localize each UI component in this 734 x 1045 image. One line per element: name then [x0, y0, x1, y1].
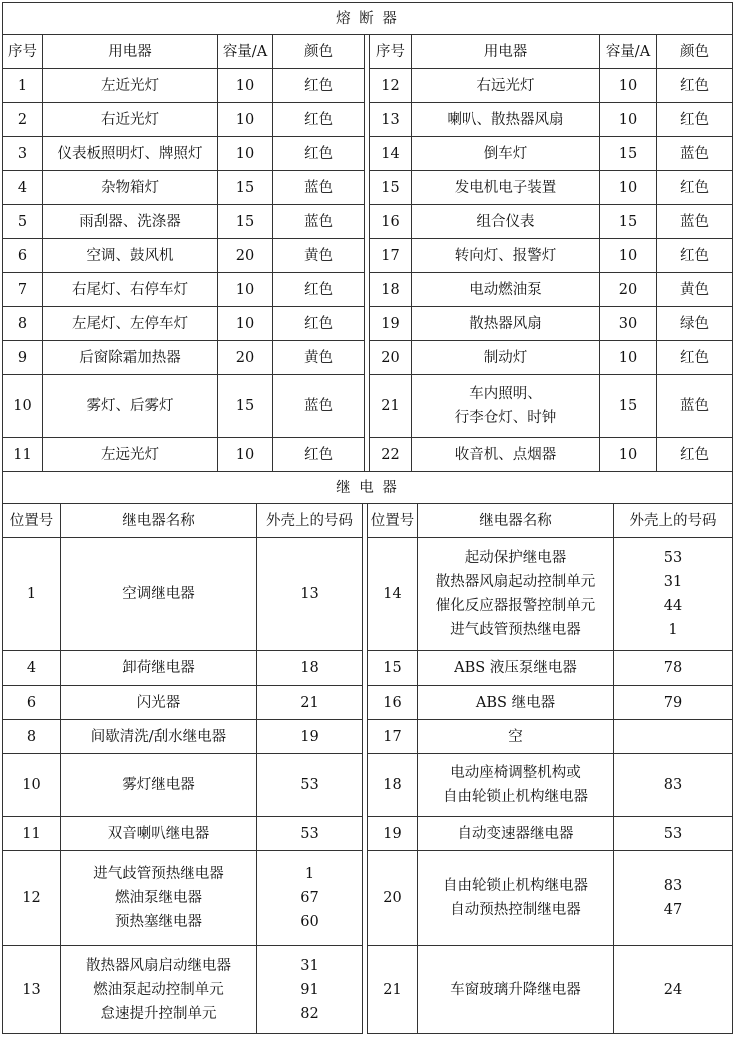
- relay-section: [3, 472, 733, 1034]
- fuse-capacity: 10: [600, 341, 657, 375]
- fuse-color: 蓝色: [273, 205, 365, 239]
- fuse-row: [3, 438, 733, 472]
- fuse-header-capacity: 容量/A: [600, 35, 657, 69]
- fuse-device: 右尾灯、右停车灯: [43, 273, 218, 307]
- relay-header-position: 位置号: [3, 504, 61, 538]
- fuse-device: 车内照明、 行李仓灯、时钟: [412, 375, 600, 438]
- relay-row: [3, 754, 733, 817]
- relay-position: 16: [368, 686, 418, 720]
- relay-row: [3, 817, 733, 851]
- relay-name: 起动保护继电器 散热器风扇起动控制单元 催化反应器报警控制单元 进气歧管预热继电器: [418, 538, 614, 651]
- fuse-no: 7: [3, 273, 43, 307]
- relay-header-code: 外壳上的号码: [257, 504, 363, 538]
- fuse-row: [3, 137, 733, 171]
- fuse-no: 20: [370, 341, 412, 375]
- fuse-header-device: 用电器: [43, 35, 218, 69]
- fuse-no: 4: [3, 171, 43, 205]
- fuse-color: 红色: [657, 171, 733, 205]
- relay-position: 8: [3, 720, 61, 754]
- fuse-no: 15: [370, 171, 412, 205]
- relay-code: 21: [257, 686, 363, 720]
- fuse-capacity: 15: [600, 137, 657, 171]
- relay-name: 车窗玻璃升降继电器: [418, 946, 614, 1034]
- relay-name: 空调继电器: [61, 538, 257, 651]
- fuse-color: 蓝色: [273, 171, 365, 205]
- fuse-no: 3: [3, 137, 43, 171]
- relay-position: 12: [3, 851, 61, 946]
- relay-code: 79: [614, 686, 733, 720]
- relay-position: 17: [368, 720, 418, 754]
- fuse-no: 21: [370, 375, 412, 438]
- relay-position: 13: [3, 946, 61, 1034]
- fuse-no: 8: [3, 307, 43, 341]
- fuse-no: 9: [3, 341, 43, 375]
- relay-name: 空: [418, 720, 614, 754]
- fuse-capacity: 15: [218, 171, 273, 205]
- relay-header-name: 继电器名称: [418, 504, 614, 538]
- relay-name: 进气歧管预热继电器 燃油泵继电器 预热塞继电器: [61, 851, 257, 946]
- fuse-no: 22: [370, 438, 412, 472]
- fuse-no: 2: [3, 103, 43, 137]
- fuse-no: 12: [370, 69, 412, 103]
- fuse-no: 17: [370, 239, 412, 273]
- relay-row: [3, 851, 733, 946]
- fuse-capacity: 10: [600, 69, 657, 103]
- fuse-capacity: 10: [600, 438, 657, 472]
- relay-code: 78: [614, 651, 733, 686]
- fuse-no: 16: [370, 205, 412, 239]
- relay-position: 6: [3, 686, 61, 720]
- relay-row: [3, 720, 733, 754]
- relay-code: 24: [614, 946, 733, 1034]
- fuse-color: 黄色: [273, 341, 365, 375]
- relay-position: 14: [368, 538, 418, 651]
- relay-code: 53: [257, 817, 363, 851]
- fuse-color: 蓝色: [657, 375, 733, 438]
- relay-code: 1 67 60: [257, 851, 363, 946]
- fuse-color: 红色: [273, 137, 365, 171]
- fuse-capacity: 15: [218, 205, 273, 239]
- relay-name: 电动座椅调整机构或 自由轮锁止机构继电器: [418, 754, 614, 817]
- fuse-capacity: 10: [218, 438, 273, 472]
- relay-position: 18: [368, 754, 418, 817]
- relay-title: 继 电 器: [3, 472, 733, 504]
- relay-header-position: 位置号: [368, 504, 418, 538]
- relay-row: [3, 686, 733, 720]
- relay-table: [2, 471, 733, 1034]
- relay-row: [3, 538, 733, 651]
- relay-name: 间歇清洗/刮水继电器: [61, 720, 257, 754]
- fuse-color: 红色: [273, 273, 365, 307]
- fuse-device: 转向灯、报警灯: [412, 239, 600, 273]
- relay-name: 自动变速器继电器: [418, 817, 614, 851]
- fuse-no: 18: [370, 273, 412, 307]
- fuse-color: 红色: [273, 438, 365, 472]
- fuse-row: [3, 273, 733, 307]
- fuse-color: 绿色: [657, 307, 733, 341]
- fuse-device: 左近光灯: [43, 69, 218, 103]
- fuse-device: 发电机电子装置: [412, 171, 600, 205]
- relay-name: 闪光器: [61, 686, 257, 720]
- relay-code: 83 47: [614, 851, 733, 946]
- fuse-device: 杂物箱灯: [43, 171, 218, 205]
- fuse-no: 14: [370, 137, 412, 171]
- fuse-relay-table: [2, 2, 733, 472]
- fuse-row: [3, 69, 733, 103]
- fuse-row: [3, 103, 733, 137]
- relay-name: 雾灯继电器: [61, 754, 257, 817]
- fuse-capacity: 10: [218, 103, 273, 137]
- fuse-color: 红色: [273, 307, 365, 341]
- relay-code: 53 31 44 1: [614, 538, 733, 651]
- relay-position: 1: [3, 538, 61, 651]
- fuse-device: 收音机、点烟器: [412, 438, 600, 472]
- fuse-capacity: 10: [218, 273, 273, 307]
- fuse-title: 熔 断 器: [3, 3, 733, 35]
- relay-position: 4: [3, 651, 61, 686]
- fuse-capacity: 20: [218, 341, 273, 375]
- relay-code: 53: [257, 754, 363, 817]
- relay-position: 20: [368, 851, 418, 946]
- fuse-capacity: 20: [600, 273, 657, 307]
- relay-code: 53: [614, 817, 733, 851]
- fuse-no: 6: [3, 239, 43, 273]
- fuse-capacity: 20: [218, 239, 273, 273]
- fuse-color: 蓝色: [657, 137, 733, 171]
- fuse-device: 后窗除霜加热器: [43, 341, 218, 375]
- relay-position: 21: [368, 946, 418, 1034]
- fuse-capacity: 15: [218, 375, 273, 438]
- fuse-device: 组合仪表: [412, 205, 600, 239]
- fuse-color: 红色: [657, 341, 733, 375]
- fuse-color: 黄色: [273, 239, 365, 273]
- fuse-section: [3, 3, 733, 472]
- fuse-device: 雨刮器、洗涤器: [43, 205, 218, 239]
- fuse-capacity: 15: [600, 375, 657, 438]
- fuse-capacity: 15: [600, 205, 657, 239]
- fuse-device: 倒车灯: [412, 137, 600, 171]
- relay-code: 31 91 82: [257, 946, 363, 1034]
- relay-position: 10: [3, 754, 61, 817]
- relay-code: 19: [257, 720, 363, 754]
- fuse-device: 电动燃油泵: [412, 273, 600, 307]
- fuse-capacity: 30: [600, 307, 657, 341]
- relay-code: [614, 720, 733, 754]
- relay-code: 18: [257, 651, 363, 686]
- fuse-no: 19: [370, 307, 412, 341]
- fuse-row: [3, 375, 733, 438]
- fuse-color: 红色: [657, 239, 733, 273]
- fuse-color: 红色: [657, 438, 733, 472]
- fuse-device: 仪表板照明灯、牌照灯: [43, 137, 218, 171]
- fuse-color: 红色: [657, 69, 733, 103]
- relay-position: 15: [368, 651, 418, 686]
- fuse-title-row: [3, 3, 733, 35]
- relay-header-code: 外壳上的号码: [614, 504, 733, 538]
- relay-name: ABS 液压泵继电器: [418, 651, 614, 686]
- fuse-color: 红色: [657, 103, 733, 137]
- fuse-device: 左尾灯、左停车灯: [43, 307, 218, 341]
- fuse-capacity: 10: [600, 239, 657, 273]
- fuse-capacity: 10: [218, 307, 273, 341]
- relay-name: ABS 继电器: [418, 686, 614, 720]
- relay-name: 双音喇叭继电器: [61, 817, 257, 851]
- fuse-capacity: 10: [600, 171, 657, 205]
- relay-code: 83: [614, 754, 733, 817]
- fuse-no: 10: [3, 375, 43, 438]
- relay-header-row: [3, 504, 733, 538]
- fuse-device: 雾灯、后雾灯: [43, 375, 218, 438]
- relay-code: 13: [257, 538, 363, 651]
- fuse-row: [3, 171, 733, 205]
- fuse-row: [3, 239, 733, 273]
- fuse-row: [3, 205, 733, 239]
- relay-name: 散热器风扇启动继电器 燃油泵起动控制单元 怠速提升控制单元: [61, 946, 257, 1034]
- fuse-color: 红色: [273, 69, 365, 103]
- fuse-header-color: 颜色: [273, 35, 365, 69]
- fuse-header-color: 颜色: [657, 35, 733, 69]
- fuse-device: 喇叭、散热器风扇: [412, 103, 600, 137]
- fuse-device: 空调、鼓风机: [43, 239, 218, 273]
- fuse-color: 黄色: [657, 273, 733, 307]
- fuse-header-row: [3, 35, 733, 69]
- relay-name: 自由轮锁止机构继电器 自动预热控制继电器: [418, 851, 614, 946]
- fuse-row: [3, 341, 733, 375]
- fuse-no: 5: [3, 205, 43, 239]
- relay-position: 11: [3, 817, 61, 851]
- document-page: [2, 2, 732, 1034]
- fuse-header-capacity: 容量/A: [218, 35, 273, 69]
- fuse-device: 右近光灯: [43, 103, 218, 137]
- fuse-color: 蓝色: [657, 205, 733, 239]
- fuse-device: 右远光灯: [412, 69, 600, 103]
- fuse-no: 13: [370, 103, 412, 137]
- fuse-capacity: 10: [218, 137, 273, 171]
- fuse-header-no: 序号: [3, 35, 43, 69]
- fuse-device: 散热器风扇: [412, 307, 600, 341]
- relay-row: [3, 946, 733, 1034]
- relay-row: [3, 651, 733, 686]
- relay-title-row: [3, 472, 733, 504]
- fuse-no: 11: [3, 438, 43, 472]
- fuse-no: 1: [3, 69, 43, 103]
- fuse-header-device: 用电器: [412, 35, 600, 69]
- fuse-header-no: 序号: [370, 35, 412, 69]
- relay-header-name: 继电器名称: [61, 504, 257, 538]
- fuse-color: 红色: [273, 103, 365, 137]
- relay-name: 卸荷继电器: [61, 651, 257, 686]
- fuse-row: [3, 307, 733, 341]
- fuse-capacity: 10: [218, 69, 273, 103]
- fuse-capacity: 10: [600, 103, 657, 137]
- fuse-color: 蓝色: [273, 375, 365, 438]
- relay-position: 19: [368, 817, 418, 851]
- fuse-device: 左远光灯: [43, 438, 218, 472]
- fuse-device: 制动灯: [412, 341, 600, 375]
